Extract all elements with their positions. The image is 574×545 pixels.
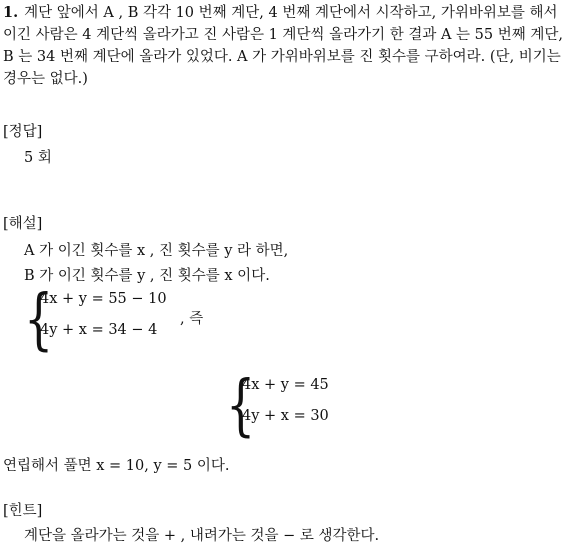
problem-block (3, 2, 571, 90)
system2-equation-1: 4x + y = 45 (242, 377, 329, 393)
system1-equation-1: 4x + y = 55 − 10 (40, 291, 167, 307)
left-brace-2: { (226, 365, 256, 444)
hint-heading: [힌트] (3, 503, 43, 519)
system2-equation-2: 4y + x = 30 (242, 408, 329, 424)
explanation-line-2: B 가 이긴 횟수를 y , 진 횟수를 x 이다. (24, 268, 270, 284)
problem-number: 1. (3, 4, 19, 21)
explanation-line-1: A 가 이긴 횟수를 x , 진 횟수를 y 라 하면, (24, 243, 289, 259)
left-brace-1: { (24, 279, 54, 358)
hint-text: 계단을 올라가는 것을 + , 내려가는 것을 − 로 생각한다. (24, 528, 380, 544)
problem-text: 계단 앞에서 A , B 각각 10 번째 계단, 4 번째 계단에서 시작하고, 가위바위보를 해서 이긴 사람은 4 계단씩 올라가고 진 사람은 1 계단씩 올라가기 한 결과 A 는 55 번째 계단, B 는 34 번째 계단에 올라가 있었다. A 가 가위바위보를 진 횟수를 구하여라. (단, 비기는 경우는 없다.) (3, 5, 563, 87)
explanation-heading: [해설] (3, 216, 43, 232)
answer-heading: [정답] (3, 124, 43, 140)
system1-equation-2: 4y + x = 34 − 4 (40, 322, 158, 338)
conclusion-text: 연립해서 풀면 x = 10, y = 5 이다. (3, 458, 230, 474)
answer-value: 5 회 (24, 150, 52, 166)
system1-suffix: , 즉 (180, 311, 204, 327)
